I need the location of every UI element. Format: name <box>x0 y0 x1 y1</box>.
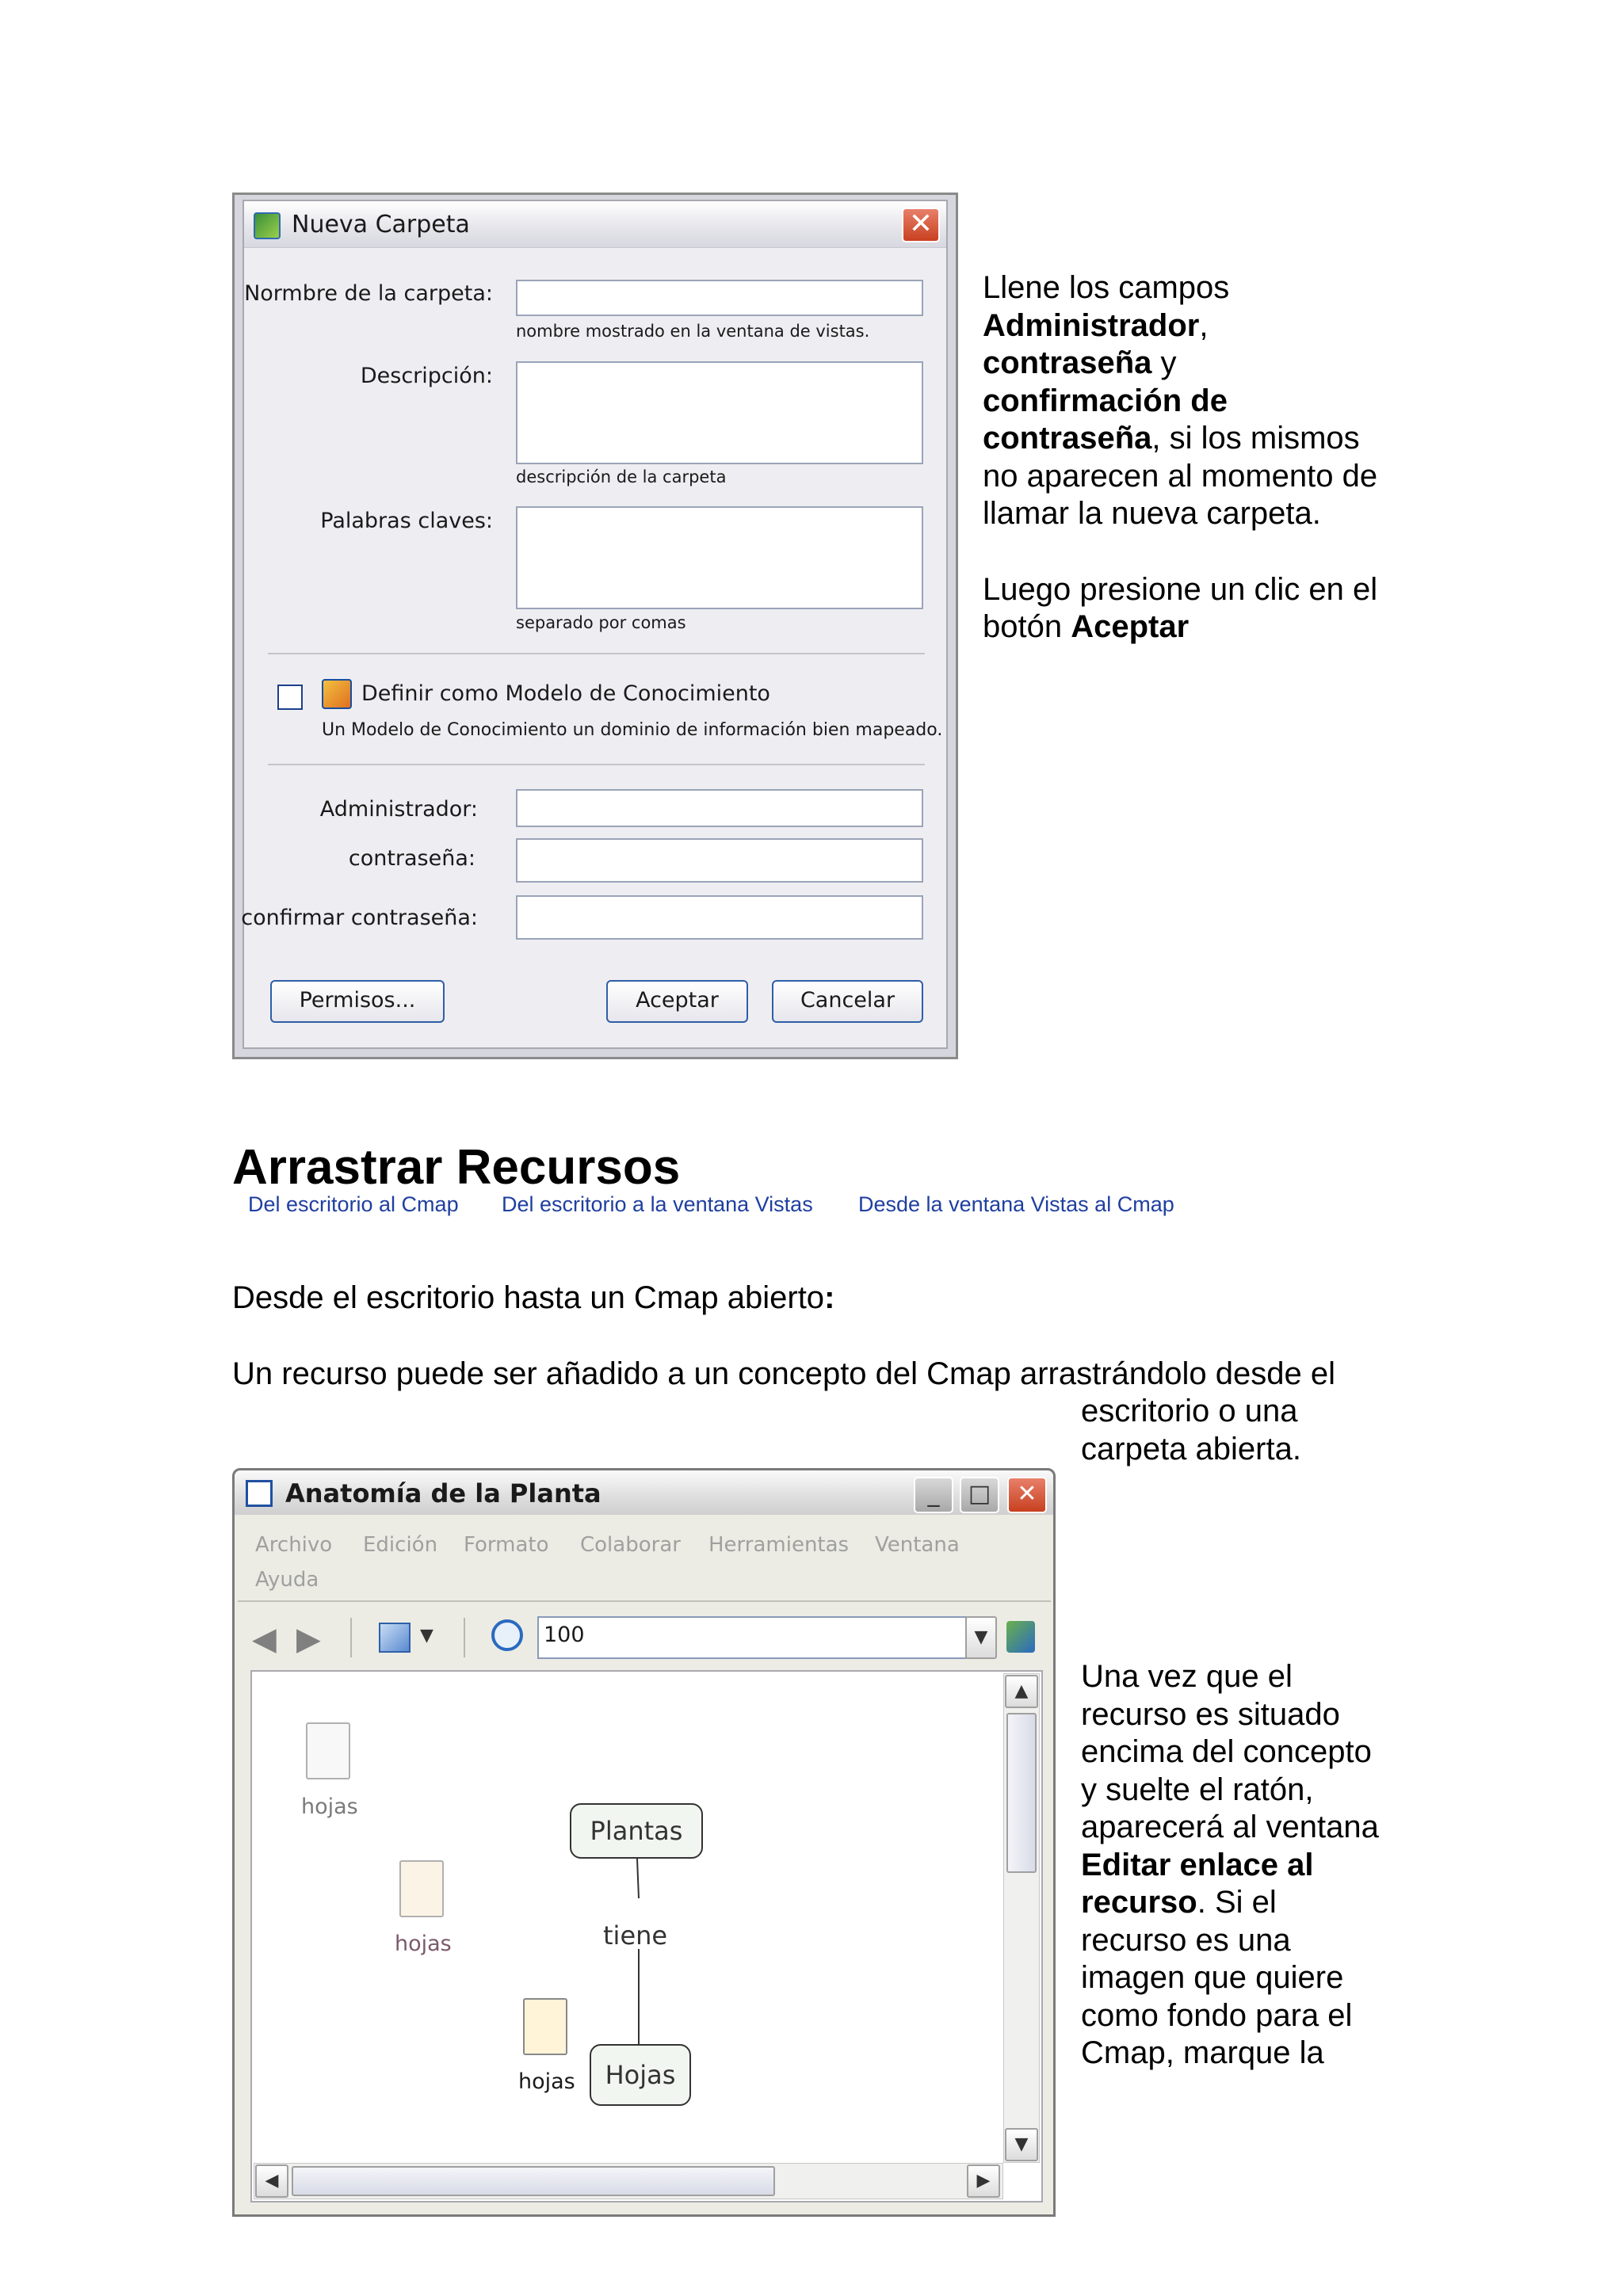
accept-button[interactable]: Aceptar <box>606 980 748 1023</box>
side-line: recurso es situado <box>1081 1696 1340 1732</box>
resource-label: hojas <box>301 1794 358 1819</box>
side-line: recurso. Si el <box>1081 1885 1277 1920</box>
folder-name-input[interactable] <box>516 280 923 316</box>
instr-line: botón Aceptar <box>983 609 1190 644</box>
forward-arrow-icon[interactable]: ▶ <box>296 1621 321 1657</box>
jpg-file-icon[interactable] <box>399 1860 444 1917</box>
folder-name-hint: nombre mostrado en la ventana de vistas. <box>516 322 870 341</box>
properties-icon[interactable] <box>1006 1621 1035 1653</box>
side-line: aparecerá al ventana <box>1081 1810 1379 1844</box>
concept-node-plantas[interactable]: Plantas <box>570 1803 703 1859</box>
dialog-title: Nueva Carpeta <box>292 211 470 238</box>
description-textarea[interactable] <box>516 361 923 464</box>
link-views-to-cmap[interactable]: Desde la ventana Vistas al Cmap <box>858 1192 1174 1216</box>
link-desktop-to-views[interactable]: Del escritorio a la ventana Vistas <box>502 1192 813 1216</box>
side-line: imagen que quiere <box>1081 1960 1344 1995</box>
confirm-password-label: confirmar contraseña: <box>241 906 478 930</box>
side-line: Cmap, marque la <box>1081 2035 1324 2070</box>
resource-label: hojas <box>518 2069 575 2094</box>
divider <box>268 764 925 765</box>
side-line: y suelte el ratón, <box>1081 1772 1314 1807</box>
close-window-button[interactable]: ✕ <box>1007 1477 1047 1513</box>
instr-line: confirmación de <box>983 383 1228 418</box>
knowledge-model-icon <box>322 679 352 709</box>
side-line: como fondo para el <box>1081 1997 1353 2033</box>
concept-node-hojas[interactable]: Hojas <box>590 2044 691 2106</box>
zoom-dropdown-button[interactable]: ▼ <box>965 1616 997 1659</box>
scroll-down-button[interactable]: ▼ <box>1005 2128 1038 2161</box>
side-paragraph <box>1081 1658 1525 2073</box>
minimize-button[interactable]: _ <box>914 1477 953 1513</box>
side-line: Una vez que el <box>1081 1659 1293 1694</box>
knowledge-model-checkbox[interactable] <box>277 685 303 710</box>
side-line: encima del concepto <box>1081 1734 1372 1769</box>
scroll-right-button[interactable]: ▶ <box>967 2164 1000 2198</box>
scroll-up-button[interactable]: ▲ <box>1005 1675 1038 1708</box>
description-hint: descripción de la carpeta <box>516 467 727 486</box>
password-input[interactable] <box>516 838 923 883</box>
jpg-file-icon[interactable] <box>306 1722 350 1779</box>
view-dropdown-icon[interactable]: ▼ <box>420 1626 433 1646</box>
menu-herramientas[interactable]: Herramientas <box>708 1533 850 1557</box>
cancel-button[interactable]: Cancelar <box>772 980 923 1023</box>
link-desktop-to-cmap[interactable]: Del escritorio al Cmap <box>248 1192 459 1216</box>
menu-formato[interactable]: Formato <box>464 1533 549 1557</box>
cmap-titlebar <box>235 1470 1053 1515</box>
toolbar-separator <box>350 1618 352 1657</box>
scroll-left-button[interactable]: ◀ <box>255 2164 288 2198</box>
description-label: Descripción: <box>360 364 493 388</box>
close-button[interactable]: ✕ <box>902 208 940 242</box>
side-line: Editar enlace al <box>1081 1847 1314 1882</box>
section-heading: Arrastrar Recursos <box>232 1140 681 1195</box>
instr-line: Administrador, <box>983 307 1209 343</box>
keywords-textarea[interactable] <box>516 506 923 609</box>
link-line-top <box>637 1859 639 1898</box>
dialog-titlebar <box>244 201 946 248</box>
instr-line: contraseña, si los mismos <box>983 421 1360 456</box>
view-icon[interactable] <box>379 1623 411 1653</box>
keywords-hint: separado por comas <box>516 613 686 632</box>
zoom-input[interactable]: 100 <box>537 1616 967 1659</box>
toolbar-separator <box>464 1618 465 1657</box>
resource-label: hojas <box>395 1932 452 1956</box>
instr-line: Luego presione un clic en el <box>983 571 1378 607</box>
admin-input[interactable] <box>516 789 923 827</box>
menu-edicion[interactable]: Edición <box>363 1533 438 1557</box>
zoom-icon[interactable] <box>491 1619 523 1651</box>
jpg-file-icon[interactable] <box>523 1998 567 2055</box>
paragraph-line: carpeta abierta. <box>1081 1432 1301 1466</box>
permissions-button[interactable]: Permisos... <box>270 980 445 1023</box>
folder-name-label: Normbre de la carpeta: <box>244 281 493 306</box>
side-line: recurso es una <box>1081 1922 1291 1958</box>
linking-phrase[interactable]: tiene <box>603 1920 668 1951</box>
folder-app-icon <box>254 212 281 239</box>
password-label: contraseña: <box>348 846 475 871</box>
divider <box>268 653 925 654</box>
admin-label: Administrador: <box>319 797 478 822</box>
knowledge-model-label: Definir como Modelo de Conocimiento <box>361 681 770 706</box>
maximize-button[interactable]: □ <box>960 1477 999 1513</box>
instr-line: Llene los campos <box>983 270 1230 305</box>
knowledge-model-description: Un Modelo de Conocimiento un dominio de información bien mapeado. <box>322 720 943 740</box>
cmap-window-title: Anatomía de la Planta <box>285 1478 601 1508</box>
back-arrow-icon[interactable]: ◀ <box>252 1621 277 1657</box>
instr-line: no aparecen al momento de <box>983 458 1378 494</box>
menu-ventana[interactable]: Ventana <box>875 1533 960 1557</box>
cmap-app-icon <box>246 1480 273 1507</box>
menu-archivo[interactable]: Archivo <box>255 1533 333 1557</box>
instructions-paragraph <box>983 269 1426 646</box>
menu-ayuda[interactable]: Ayuda <box>255 1568 319 1592</box>
keywords-label: Palabras claves: <box>320 509 493 533</box>
confirm-password-input[interactable] <box>516 895 923 940</box>
subheading: Desde el escritorio hasta un Cmap abierto: <box>232 1280 835 1315</box>
menu-colaborar[interactable]: Colaborar <box>580 1533 681 1557</box>
paragraph-line: Un recurso puede ser añadido a un concepto del Cmap arrastrándolo desde el <box>232 1356 1335 1391</box>
paragraph-line: escritorio o una <box>1081 1394 1298 1428</box>
instr-line: llamar la nueva carpeta. <box>983 496 1321 531</box>
instr-line: contraseña y <box>983 345 1177 380</box>
menu-divider <box>238 1600 1051 1602</box>
